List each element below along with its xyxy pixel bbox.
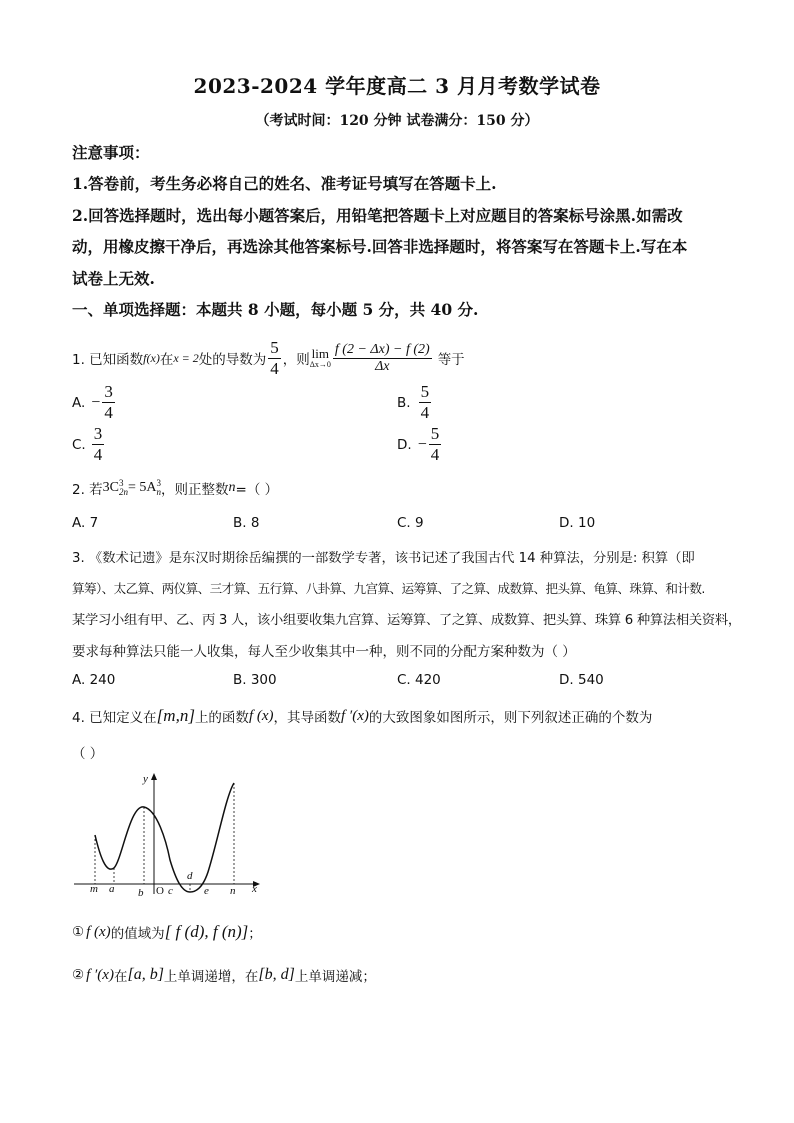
q4-statement-1: ① f (x) 的值域为 [ f (d), f (n)] ； — [72, 922, 262, 942]
question-1 — [72, 328, 465, 388]
q1-mid1: 在 — [159, 352, 174, 368]
label-c: c — [168, 885, 173, 896]
y-axis-arrow — [151, 773, 157, 780]
q1-option-b[interactable]: B. $\frac{5}{4}$ — [397, 382, 430, 422]
question-4-line-2: （ ） — [72, 746, 104, 762]
q1-mid2: 处的导数为 — [198, 352, 267, 368]
question-3-line-1: 3. 《数术记遗》是东汉时期徐岳编撰的一部数学专著，该书记述了我国古代 14 种算法，分别是: 积算（即 — [72, 551, 695, 566]
q2-option-c[interactable]: C. 9 — [397, 515, 424, 531]
label-a: a — [109, 883, 115, 895]
notes-heading: 注意事项： — [72, 143, 150, 162]
q1-option-c[interactable]: C. $\frac{3}{4}$ — [72, 424, 103, 464]
q4-statement-2: ② f ′(x) 在 [a, b] 上单调递增，在 [b, d] 上单调递减； — [72, 966, 376, 985]
q2-option-a[interactable]: A. 7 — [72, 515, 99, 531]
q3-option-a[interactable]: A. 240 — [72, 672, 116, 688]
question-4-line-1: 4. 已知定义在 [m,n] 上的函数 f (x) ，其导函数 f ′(x) 的大致图象如图所示，则下列叙述正确的个数为 — [72, 706, 653, 726]
q1-option-d[interactable]: D. − $\frac{5}{4}$ — [397, 424, 440, 464]
notes-item-2-line-3: 试卷上无效. — [72, 269, 155, 288]
q1-mid3: ，则 — [282, 352, 310, 368]
q1-fx: f(x) — [143, 350, 160, 365]
label-b: b — [138, 887, 144, 896]
q3-option-c[interactable]: C. 420 — [397, 672, 441, 688]
question-3-line-2: 算筹）、太乙算、两仪算、三才算、五行算、八卦算、九宫算、运筹算、了之算、成数算、把头算、龟算、珠算、和计数. — [72, 581, 705, 596]
q2-option-d[interactable]: D. 10 — [559, 515, 596, 531]
derivative-curve — [95, 783, 234, 892]
q1-limit-fraction: $\frac{f (2 - \Delta x) - f (2)}{\Delta x}$ — [334, 341, 430, 374]
label-m: m — [90, 883, 98, 895]
q3-option-b[interactable]: B. 300 — [233, 672, 277, 688]
label-e: e — [204, 885, 209, 896]
q1-x-eq: x = 2 — [173, 350, 199, 365]
notes-item-2-line-2: 动，用橡皮擦干净后，再选涂其他答案标号.回答非选择题时，将答案写在答题卡上.写在本 — [72, 237, 688, 256]
section1-heading: 一、单项选择题：本题共 8 小题，每小题 5 分，共 40 分. — [72, 300, 479, 319]
question-2: 2. 若 3C 3 2n = 5A 3 n ，则正整数 n =（ ） — [72, 478, 279, 498]
notes-item-1: 1.答卷前，考生务必将自己的姓名、准考证号填写在答题卡上. — [72, 174, 497, 193]
q3-option-d[interactable]: D. 540 — [559, 672, 604, 688]
notes-item-2-line-1: 2.回答选择题时，选出每小题答案后，用铅笔把答题卡上对应题目的答案标号涂黑.如需改 — [72, 206, 683, 225]
label-y: y — [143, 773, 148, 785]
question-3-line-3: 某学习小组有甲、乙、丙 3 人，该小组要收集九宫算、运筹算、了之算、成数算、把头算、珠算 6 种算法相关资料， — [72, 613, 741, 628]
label-d: d — [187, 870, 193, 882]
q1-limit: lim Δx→0 — [309, 345, 331, 369]
page-title: 2023-2024 学年度高二 3 月月考数学试卷 — [193, 74, 601, 98]
q2-option-b[interactable]: B. 8 — [233, 515, 260, 531]
label-x: x — [252, 883, 257, 895]
derivative-graph — [70, 768, 270, 896]
label-origin: O — [156, 885, 164, 896]
q1-derivative-value: $\frac{5}{4}$ — [270, 337, 279, 378]
exam-subtitle: （考试时间：120 分钟 试卷满分：150 分） — [255, 113, 539, 129]
question-3-line-4: 要求每种算法只能一人收集，每人至少收集其中一种，则不同的分配方案种数为（ ） — [72, 644, 576, 660]
q1-prefix: 1. 已知函数 — [72, 352, 144, 368]
q1-suffix: 等于 — [437, 352, 465, 368]
label-n: n — [230, 885, 236, 896]
q1-option-a[interactable]: A. − $\frac{3}{4}$ — [72, 382, 113, 422]
